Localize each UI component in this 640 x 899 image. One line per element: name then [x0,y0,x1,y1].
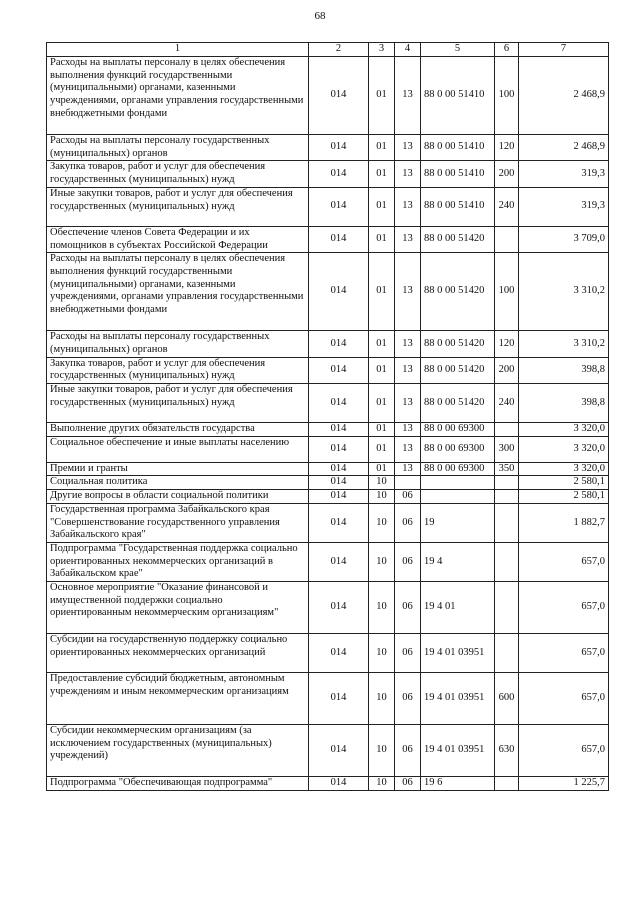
expense-type-cell: 200 [495,357,519,383]
section-cell: 01 [369,161,395,187]
expense-type-cell [495,490,519,504]
column-header: 1 [47,43,309,57]
target-article-cell: 19 6 [421,777,495,791]
subsection-cell: 13 [395,423,421,437]
admin-code-cell: 014 [309,542,369,581]
section-cell: 01 [369,436,395,462]
target-article-cell: 88 0 00 51420 [421,357,495,383]
expense-type-cell [495,634,519,673]
item-name-cell: Другие вопросы в области социальной политики [47,490,309,504]
item-name-cell: Обеспечение членов Совета Федерации и их помощников в субъектах Российской Федерации [47,226,309,252]
subsection-cell: 13 [395,331,421,357]
subsection-cell: 06 [395,490,421,504]
item-name-cell: Социальная политика [47,476,309,490]
item-name-cell: Закупка товаров, работ и услуг для обеспечения государственных (муниципальных) нужд [47,161,309,187]
item-name-cell: Государственная программа Забайкальского края "Совершенствование государственного управления Забайкальского края" [47,503,309,542]
header-row [47,43,609,57]
subsection-cell: 13 [395,161,421,187]
amount-cell: 657,0 [519,634,609,673]
amount-cell: 3 709,0 [519,226,609,252]
amount-cell: 1 882,7 [519,503,609,542]
item-name-cell: Расходы на выплаты персоналу в целях обеспечения выполнения функций государственными (муниципальными) органами, казенными учреждениями, органами управления государственными внебюджетными фондами [47,57,309,135]
expense-type-cell [495,582,519,634]
table-row [47,384,609,423]
page-number: 68 [314,10,326,22]
admin-code-cell: 014 [309,582,369,634]
amount-cell: 1 225,7 [519,777,609,791]
admin-code-cell: 014 [309,135,369,161]
section-cell: 10 [369,542,395,581]
admin-code-cell: 014 [309,161,369,187]
table-row [47,777,609,791]
target-article-cell: 88 0 00 51410 [421,187,495,226]
section-cell: 10 [369,503,395,542]
subsection-cell: 06 [395,503,421,542]
table-row [47,423,609,437]
expense-type-cell: 240 [495,187,519,226]
subsection-cell: 06 [395,725,421,777]
subsection-cell: 06 [395,542,421,581]
expense-type-cell [495,423,519,437]
subsection-cell: 06 [395,634,421,673]
section-cell: 01 [369,135,395,161]
item-name-cell: Расходы на выплаты персоналу государственных (муниципальных) органов [47,135,309,161]
table-row [47,187,609,226]
target-article-cell: 19 4 01 03951 [421,673,495,725]
table-row [47,357,609,383]
amount-cell: 398,8 [519,357,609,383]
subsection-cell: 06 [395,673,421,725]
column-header: 4 [395,43,421,57]
expense-type-cell [495,542,519,581]
subsection-cell: 13 [395,57,421,135]
table-row [47,476,609,490]
amount-cell: 657,0 [519,582,609,634]
section-cell: 01 [369,226,395,252]
item-name-cell: Субсидии некоммерческим организациям (за исключением государственных (муниципальных) учреждений) [47,725,309,777]
section-cell: 01 [369,57,395,135]
section-cell: 01 [369,462,395,476]
expense-type-cell: 200 [495,161,519,187]
subsection-cell: 13 [395,462,421,476]
item-name-cell: Закупка товаров, работ и услуг для обеспечения государственных (муниципальных) нужд [47,357,309,383]
amount-cell: 2 580,1 [519,490,609,504]
amount-cell: 657,0 [519,542,609,581]
section-cell: 10 [369,673,395,725]
amount-cell: 2 468,9 [519,57,609,135]
target-article-cell: 19 4 01 03951 [421,725,495,777]
admin-code-cell: 014 [309,384,369,423]
amount-cell: 319,3 [519,187,609,226]
subsection-cell: 06 [395,777,421,791]
amount-cell: 3 320,0 [519,462,609,476]
admin-code-cell: 014 [309,673,369,725]
subsection-cell: 13 [395,357,421,383]
target-article-cell: 88 0 00 51420 [421,226,495,252]
column-header: 5 [421,43,495,57]
target-article-cell: 88 0 00 51410 [421,161,495,187]
amount-cell: 657,0 [519,673,609,725]
item-name-cell: Иные закупки товаров, работ и услуг для обеспечения государственных (муниципальных) нужд [47,187,309,226]
admin-code-cell: 014 [309,357,369,383]
target-article-cell [421,476,495,490]
table-row [47,673,609,725]
table-row [47,542,609,581]
admin-code-cell: 014 [309,503,369,542]
table-row [47,490,609,504]
expense-type-cell: 300 [495,436,519,462]
column-header: 2 [309,43,369,57]
admin-code-cell: 014 [309,253,369,331]
column-header: 3 [369,43,395,57]
section-cell: 10 [369,490,395,504]
target-article-cell: 19 4 01 03951 [421,634,495,673]
table-body [47,57,609,791]
expense-type-cell [495,476,519,490]
section-cell: 10 [369,476,395,490]
expense-type-cell: 350 [495,462,519,476]
subsection-cell [395,476,421,490]
item-name-cell: Подпрограмма "Обеспечивающая подпрограмма" [47,777,309,791]
target-article-cell: 88 0 00 51410 [421,135,495,161]
section-cell: 01 [369,331,395,357]
item-name-cell: Расходы на выплаты персоналу государственных (муниципальных) органов [47,331,309,357]
item-name-cell: Иные закупки товаров, работ и услуг для обеспечения государственных (муниципальных) нужд [47,384,309,423]
amount-cell: 3 310,2 [519,331,609,357]
column-header: 6 [495,43,519,57]
subsection-cell: 13 [395,187,421,226]
item-name-cell: Выполнение других обязательств государства [47,423,309,437]
expense-type-cell: 100 [495,57,519,135]
table-row [47,161,609,187]
amount-cell: 3 320,0 [519,423,609,437]
item-name-cell: Премии и гранты [47,462,309,476]
admin-code-cell: 014 [309,476,369,490]
amount-cell: 3 310,2 [519,253,609,331]
target-article-cell: 88 0 00 69300 [421,462,495,476]
target-article-cell: 19 4 [421,542,495,581]
admin-code-cell: 014 [309,57,369,135]
section-cell: 10 [369,725,395,777]
admin-code-cell: 014 [309,423,369,437]
table-row [47,135,609,161]
target-article-cell: 88 0 00 51410 [421,57,495,135]
section-cell: 01 [369,384,395,423]
section-cell: 01 [369,423,395,437]
target-article-cell: 19 4 01 [421,582,495,634]
subsection-cell: 13 [395,135,421,161]
section-cell: 10 [369,582,395,634]
admin-code-cell: 014 [309,725,369,777]
section-cell: 01 [369,357,395,383]
amount-cell: 3 320,0 [519,436,609,462]
subsection-cell: 13 [395,253,421,331]
table-row [47,503,609,542]
table-row [47,436,609,462]
item-name-cell: Субсидии на государственную поддержку социально ориентированных некоммерческих организаций [47,634,309,673]
amount-cell: 2 580,1 [519,476,609,490]
item-name-cell: Предоставление субсидий бюджетным, автономным учреждениям и иным некоммерческим организациям [47,673,309,725]
admin-code-cell: 014 [309,187,369,226]
item-name-cell: Основное мероприятие "Оказание финансовой и имущественной поддержки социально ориентированным некоммерческим организациям" [47,582,309,634]
table-row [47,253,609,331]
target-article-cell: 19 [421,503,495,542]
amount-cell: 2 468,9 [519,135,609,161]
column-header: 7 [519,43,609,57]
budget-table [46,42,609,791]
amount-cell: 657,0 [519,725,609,777]
item-name-cell: Социальное обеспечение и иные выплаты населению [47,436,309,462]
amount-cell: 319,3 [519,161,609,187]
admin-code-cell: 014 [309,634,369,673]
expense-type-cell: 120 [495,331,519,357]
table-row [47,462,609,476]
item-name-cell: Подпрограмма "Государственная поддержка социально ориентированных некоммерческих организаций в Забайкальском крае" [47,542,309,581]
target-article-cell [421,490,495,504]
expense-type-cell [495,503,519,542]
subsection-cell: 06 [395,582,421,634]
admin-code-cell: 014 [309,331,369,357]
expense-type-cell: 240 [495,384,519,423]
target-article-cell: 88 0 00 69300 [421,423,495,437]
table-row [47,725,609,777]
admin-code-cell: 014 [309,777,369,791]
table-row [47,582,609,634]
subsection-cell: 13 [395,436,421,462]
expense-type-cell: 630 [495,725,519,777]
admin-code-cell: 014 [309,226,369,252]
admin-code-cell: 014 [309,462,369,476]
section-cell: 10 [369,634,395,673]
table-row [47,331,609,357]
target-article-cell: 88 0 00 51420 [421,384,495,423]
expense-type-cell: 120 [495,135,519,161]
admin-code-cell: 014 [309,436,369,462]
target-article-cell: 88 0 00 69300 [421,436,495,462]
target-article-cell: 88 0 00 51420 [421,253,495,331]
expense-type-cell: 600 [495,673,519,725]
section-cell: 01 [369,187,395,226]
admin-code-cell: 014 [309,490,369,504]
expense-type-cell [495,226,519,252]
amount-cell: 398,8 [519,384,609,423]
section-cell: 01 [369,253,395,331]
table-row [47,57,609,135]
subsection-cell: 13 [395,384,421,423]
table-row [47,634,609,673]
table-row [47,226,609,252]
subsection-cell: 13 [395,226,421,252]
expense-type-cell [495,777,519,791]
item-name-cell: Расходы на выплаты персоналу в целях обеспечения выполнения функций государственными (муниципальными) органами, казенными учреждениями, органами управления государственными внебюджетными фондами [47,253,309,331]
expense-type-cell: 100 [495,253,519,331]
section-cell: 10 [369,777,395,791]
target-article-cell: 88 0 00 51420 [421,331,495,357]
